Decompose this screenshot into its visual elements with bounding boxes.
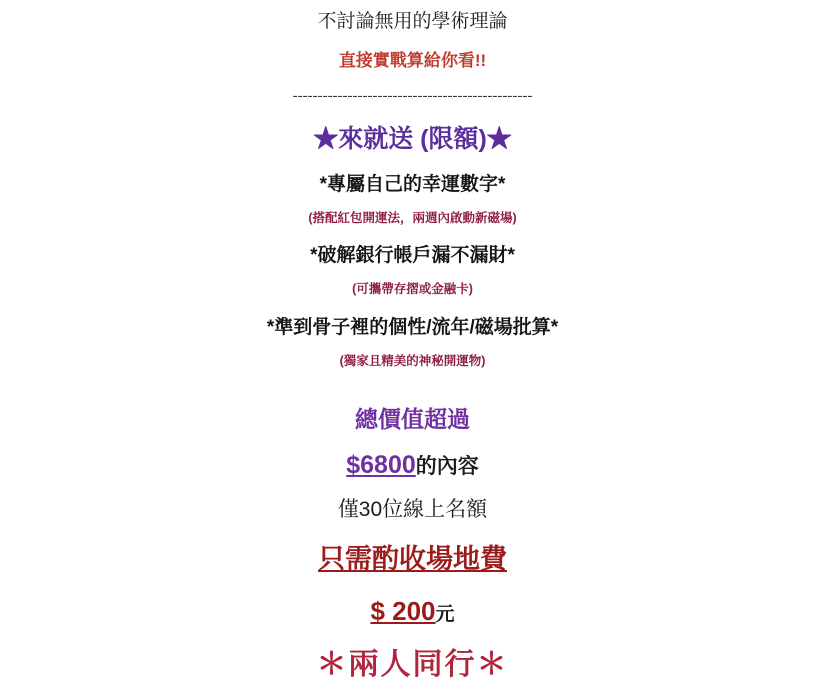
subheadline: 直接實戰算給你看!! [338, 50, 487, 70]
gift-section-title: ★來就送 (限額)★ [313, 124, 512, 153]
total-value-price [0, 450, 825, 481]
fee-amount: $ 200 [370, 596, 436, 627]
gift-item-note-1: (搭配紅包開運法，兩週內啟動新磁場) [308, 210, 517, 225]
gift-item-label-2: *破解銀行帳戶漏不漏財* [310, 245, 515, 267]
price-amount: $6800 [346, 450, 416, 479]
price-tail: 的內容 [415, 454, 479, 478]
gift-item-note-2: (可攜帶存摺或金融卡) [352, 282, 473, 297]
gift-item-label-1: *專屬自己的幸運數字* [319, 174, 506, 195]
gift-item-note-3: (獨家且精美的神秘開運物) [339, 353, 486, 368]
divider: ------------------------------------------------ [292, 88, 533, 104]
gift-item-label-3: *準到骨子裡的個性/流年/磁場批算* [266, 316, 559, 338]
quota-label: 僅30位線上名額 [337, 498, 488, 522]
duo-label: ＊兩人同行＊ [316, 647, 509, 681]
total-value-label: 總價值超過 [355, 406, 470, 433]
fee-label: 只需酌收場地費 [318, 544, 507, 575]
fee-unit: 元 [435, 604, 455, 626]
fee-amount-row [0, 595, 825, 628]
headline: 不討論無用的學術理論 [317, 11, 508, 32]
